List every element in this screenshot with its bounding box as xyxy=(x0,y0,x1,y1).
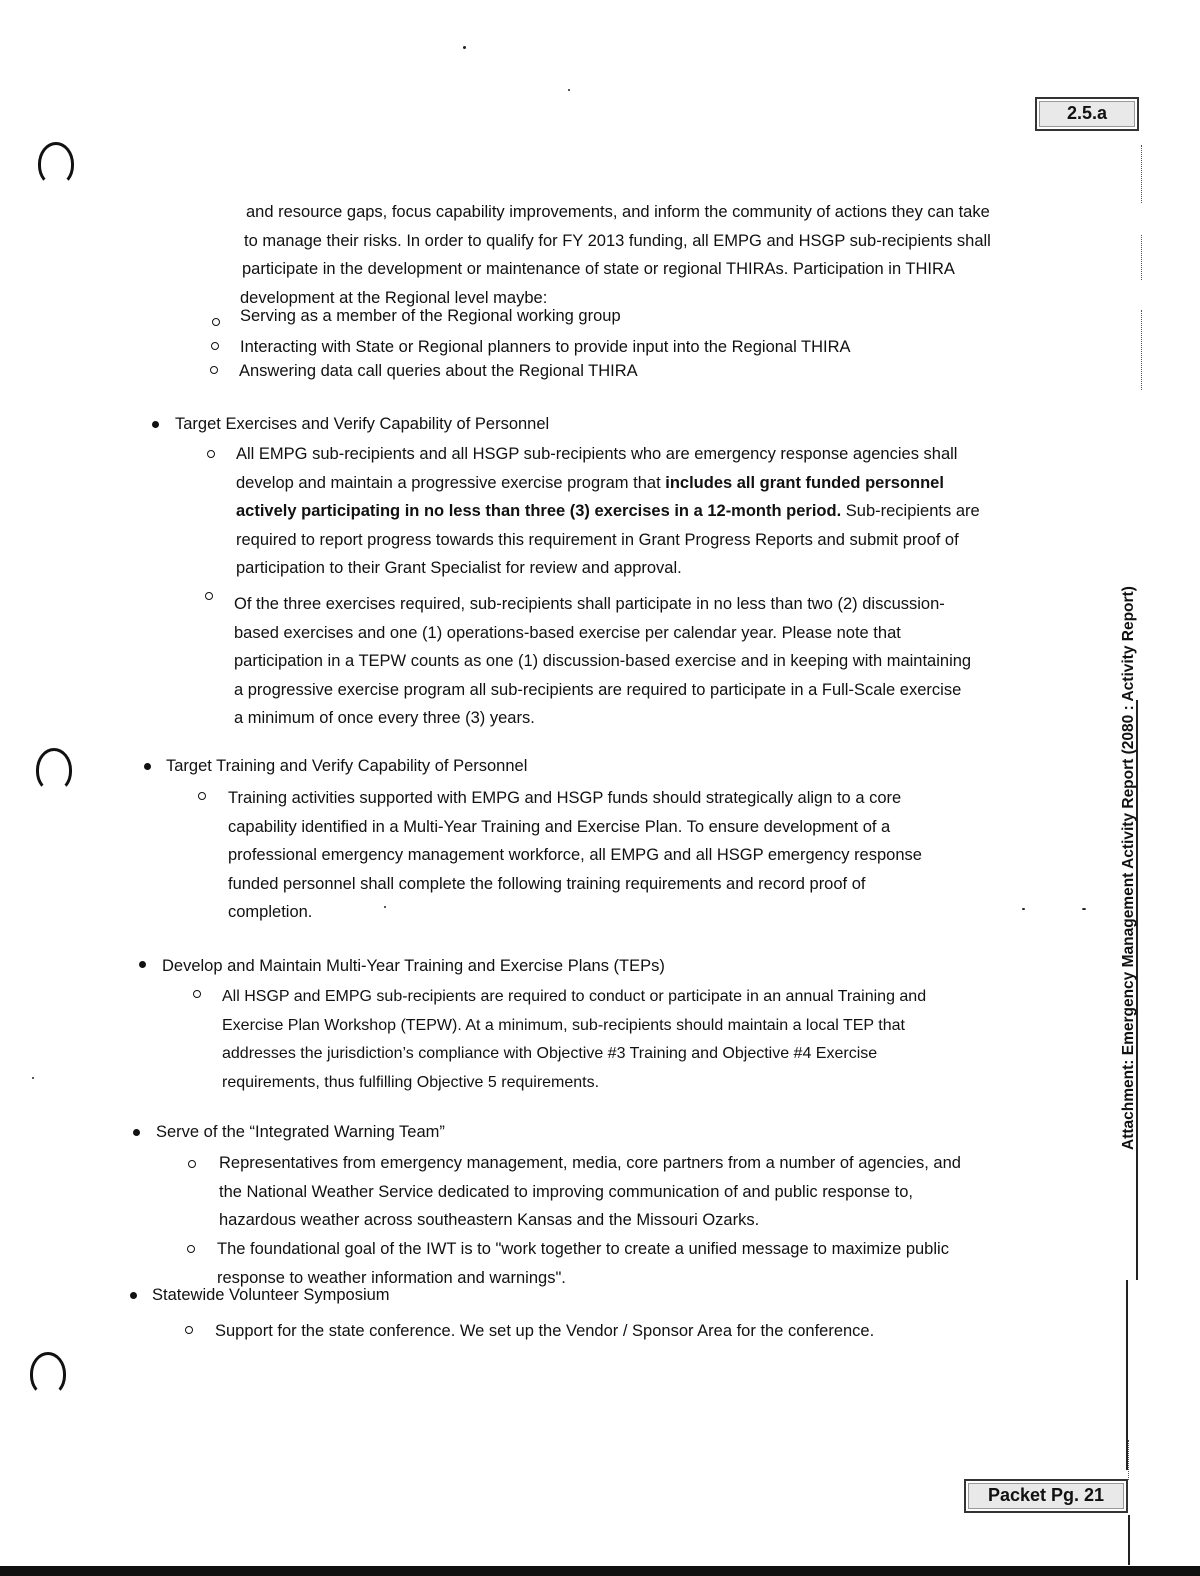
text-line: and resource gaps, focus capability improvements, and inform the community of actions they can take xyxy=(246,203,990,221)
sub-bullet-icon xyxy=(207,450,215,458)
bullet-icon xyxy=(130,1292,137,1299)
sub-bullet-icon xyxy=(212,318,220,326)
section-heading: Statewide Volunteer Symposium xyxy=(152,1286,390,1304)
section-heading: Target Training and Verify Capability of Personnel xyxy=(166,757,528,775)
section-stamp-label: 2.5.a xyxy=(1066,103,1108,123)
text-line: All HSGP and EMPG sub-recipients are required to conduct or participate in an annual Training and xyxy=(222,988,927,1005)
text-line: based exercises and one (1) operations-based exercise per calendar year. Please note that xyxy=(234,623,901,642)
sub-bullet-icon xyxy=(188,1160,196,1168)
sub-item: Answering data call queries about the Regional THIRA xyxy=(239,362,638,380)
sub-item-paragraph xyxy=(222,983,926,1097)
text-line: Support for the state conference. We set up the Vendor / Sponsor Area for the conference. xyxy=(215,1322,875,1340)
sub-item-paragraph xyxy=(234,590,971,733)
text-line: addresses the jurisdiction’s compliance with Objective #3 Training and Objective #4 Exercise xyxy=(222,1045,878,1063)
section-stamp xyxy=(1035,97,1139,131)
punch-hole-1 xyxy=(38,142,74,186)
sub-item: Serving as a member of the Regional working group xyxy=(240,307,621,325)
scan-speck xyxy=(32,1077,34,1079)
text-line: capability identified in a Multi-Year Training and Exercise Plan. To ensure development of a xyxy=(228,817,891,836)
section-heading: Serve of the “Integrated Warning Team” xyxy=(156,1123,445,1141)
bullet-icon xyxy=(139,961,146,968)
text-line: Representatives from emergency management, media, core partners from a number of agencies, and xyxy=(219,1154,961,1172)
scan-border xyxy=(0,1566,1200,1576)
sub-item-paragraph xyxy=(236,440,980,583)
text-line: All EMPG sub-recipients and all HSGP sub-recipients who are emergency response agencies shall xyxy=(236,445,958,463)
sub-bullet-icon xyxy=(205,592,213,600)
text-line: Of the three exercises required, sub-recipients shall participate in no less than two (2) discussion- xyxy=(234,595,945,613)
text-line: to manage their risks. In order to qualify for FY 2013 funding, all EMPG and HSGP sub-recipients shall xyxy=(244,231,991,250)
margin-dotted-line xyxy=(1141,235,1143,280)
text-line: funded personnel shall complete the following training requirements and record proof of xyxy=(228,874,866,893)
sub-item-paragraph xyxy=(228,784,922,927)
sub-bullet-icon xyxy=(210,366,218,374)
text-line: Exercise Plan Workshop (TEPW). At a minimum, sub-recipients should maintain a local TEP that xyxy=(222,1016,905,1034)
page-number-stamp xyxy=(964,1479,1128,1513)
page-number-label: Packet Pg. 21 xyxy=(987,1485,1105,1505)
emphasis-text: actively participating in no less than three (3) exercises in a 12-month period. xyxy=(236,502,842,521)
text-line: the National Weather Service dedicated to improving communication of and public response to, xyxy=(219,1182,913,1201)
sub-bullet-icon xyxy=(185,1326,193,1334)
text-line: participate in the development or maintenance of state or regional THIRAs. Participation in THIRA xyxy=(242,260,955,279)
text-line: professional emergency management workforce, all EMPG and all HSGP emergency response xyxy=(228,846,922,865)
scan-speck xyxy=(1082,908,1086,910)
bullet-icon xyxy=(144,763,151,770)
text-line: requirements, thus fulfilling Objective 5 requirements. xyxy=(222,1073,600,1091)
text-line: a minimum of once every three (3) years. xyxy=(234,709,535,728)
section-heading: Target Exercises and Verify Capability of Personnel xyxy=(175,415,550,433)
text-line: participation to their Grant Specialist for review and approval. xyxy=(236,559,682,578)
scan-speck xyxy=(568,89,570,91)
text-line: a progressive exercise program all sub-recipients are required to participate in a Full-Scale exercise xyxy=(234,680,962,699)
margin-dotted-line xyxy=(1141,310,1143,390)
punch-hole-3 xyxy=(30,1352,66,1396)
intro-paragraph xyxy=(240,198,991,312)
sub-bullet-icon xyxy=(198,792,206,800)
text-line: response to weather information and warnings". xyxy=(217,1268,566,1287)
text-line: hazardous weather across southeastern Kansas and the Missouri Ozarks. xyxy=(219,1211,760,1230)
punch-hole-2 xyxy=(36,748,72,792)
margin-rule xyxy=(1128,1515,1130,1565)
text-line: participation in a TEPW counts as one (1) discussion-based exercise and in keeping with maintaining xyxy=(234,652,972,671)
text-line: Training activities supported with EMPG and HSGP funds should strategically align to a core xyxy=(228,789,902,807)
text-line: develop and maintain a progressive exercise program that includes all grant funded personnel xyxy=(236,473,944,492)
scan-speck xyxy=(463,46,466,49)
sub-item: Interacting with State or Regional planners to provide input into the Regional THIRA xyxy=(240,338,851,356)
sub-item-paragraph xyxy=(215,1317,874,1346)
text-line: completion. xyxy=(228,903,313,922)
side-attachment-label: Attachment: Emergency Management Activity Report (2080 : Activity Report) xyxy=(1120,586,1137,1150)
margin-dotted-line xyxy=(1128,1440,1130,1480)
text-line: actively participating in no less than three (3) exercises in a 12-month period. Sub-recipients are xyxy=(236,502,980,521)
sub-item-paragraph xyxy=(219,1149,961,1235)
bullet-icon xyxy=(133,1129,140,1136)
scan-speck xyxy=(1022,908,1025,910)
section-heading: Develop and Maintain Multi-Year Training and Exercise Plans (TEPs) xyxy=(162,957,665,975)
margin-dotted-line xyxy=(1141,145,1143,203)
text-line: development at the Regional level maybe: xyxy=(240,288,548,307)
sub-bullet-icon xyxy=(187,1245,195,1253)
text-line: The foundational goal of the IWT is to "work together to create a unified message to maximize public xyxy=(217,1240,949,1258)
bullet-icon xyxy=(152,421,159,428)
sub-bullet-icon xyxy=(211,342,219,350)
sub-bullet-icon xyxy=(193,990,201,998)
emphasis-text: includes all grant funded personnel xyxy=(665,473,944,492)
text-line: required to report progress towards this requirement in Grant Progress Reports and submit proof of xyxy=(236,530,959,549)
